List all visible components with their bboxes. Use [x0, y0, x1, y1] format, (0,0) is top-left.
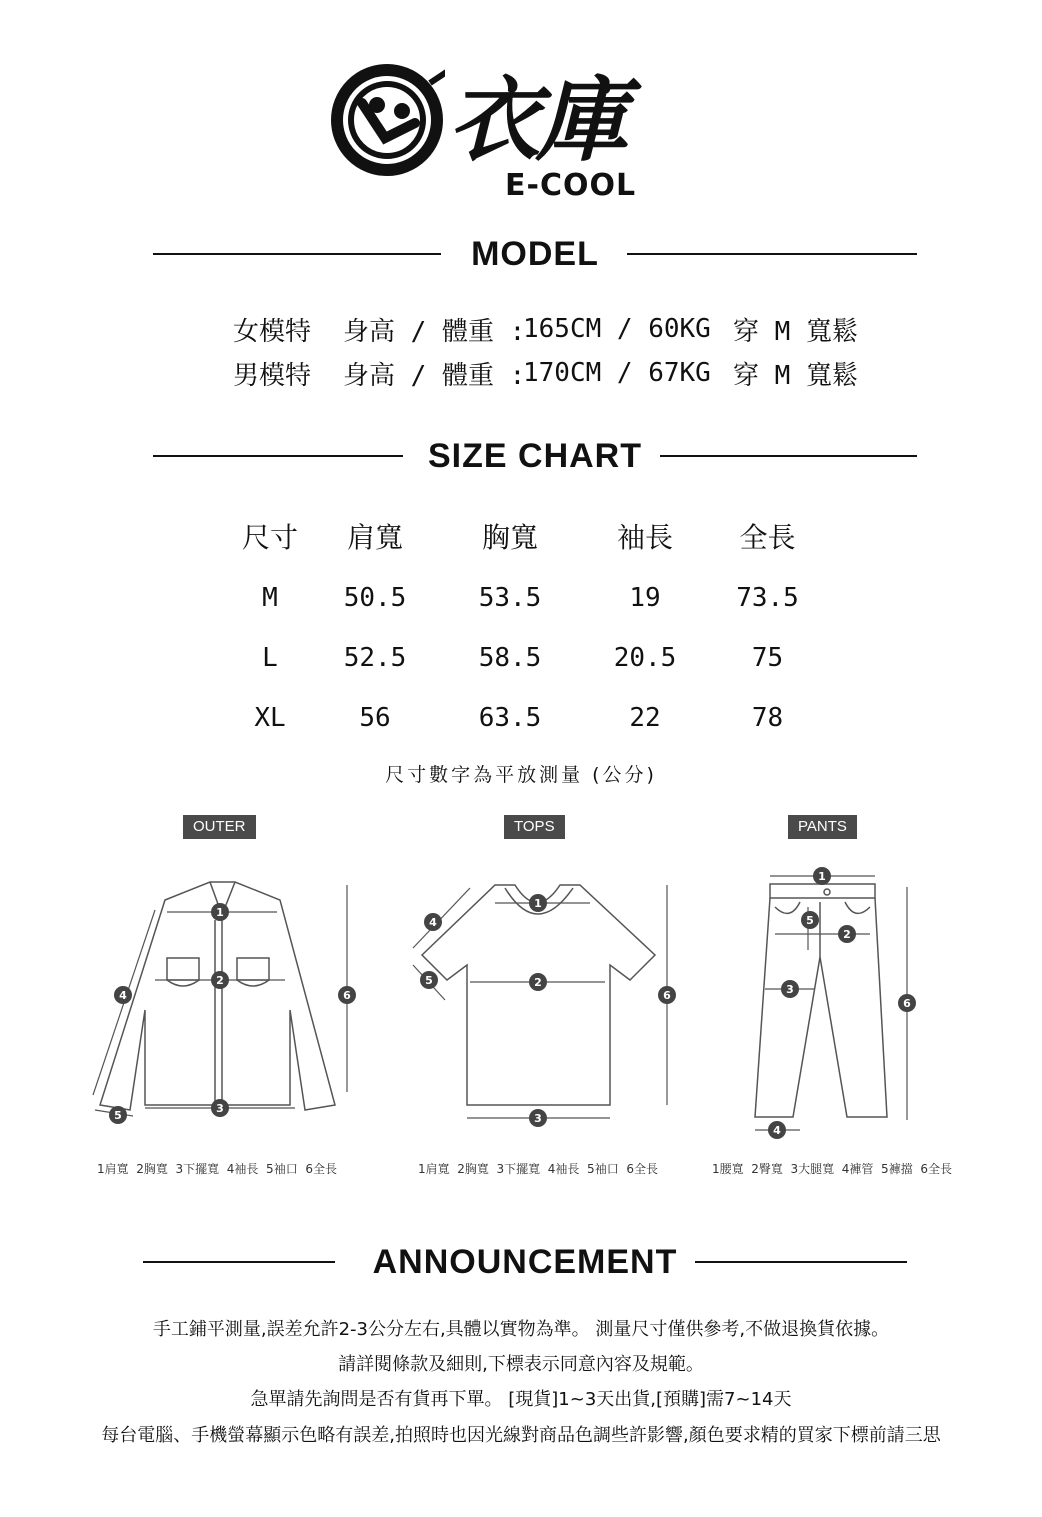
value-cell: 73.5: [736, 583, 799, 613]
model-who: 女模特: [233, 316, 312, 347]
svg-text:3: 3: [216, 1102, 224, 1115]
model-value: 170CM / 67KG: [523, 358, 711, 388]
announcement-line: 每台電腦、手機螢幕顯示色略有誤差,拍照時也因光線對商品色調些許影響,顏色要求精的買家下標前請三思: [101, 1425, 941, 1446]
model-label: 身高 / 體重 :: [343, 316, 526, 347]
model-wear: 穿 M 寬鬆: [733, 316, 858, 347]
svg-text:5: 5: [425, 974, 433, 987]
svg-text:1: 1: [818, 870, 826, 883]
table-row: [220, 628, 840, 688]
pants-diagram: [740, 862, 940, 1142]
svg-text:6: 6: [343, 989, 351, 1002]
size-cell: L: [262, 643, 278, 673]
outer-legend: 1肩寬 2胸寬 3下擺寬 4袖長 5袖口 6全長: [97, 1162, 337, 1176]
svg-text:3: 3: [786, 983, 794, 996]
outer-diagram: [85, 870, 365, 1140]
pants-tag: PANTS: [788, 815, 857, 839]
header-cell: 尺寸: [241, 521, 298, 554]
svg-text:2: 2: [843, 928, 851, 941]
value-cell: 56: [359, 703, 391, 733]
model-row-female: [233, 307, 873, 351]
announcement-line: 急單請先詢問是否有貨再下單。 [現貨]1~3天出貨,[預購]需7~14天: [250, 1389, 792, 1410]
announcement-title: ANNOUNCEMENT: [372, 1243, 678, 1281]
size-chart-title: SIZE CHART: [428, 437, 642, 475]
tops-tag: TOPS: [504, 815, 565, 839]
svg-text:6: 6: [663, 989, 671, 1002]
value-cell: 58.5: [478, 643, 542, 673]
table-row: [220, 688, 840, 748]
measure-note: 尺寸數字為平放測量 (公分): [385, 764, 657, 786]
announcement-heading: [140, 1242, 910, 1282]
svg-text:4: 4: [119, 989, 127, 1002]
svg-text:4: 4: [429, 916, 437, 929]
value-cell: 53.5: [478, 583, 542, 613]
pants-illustration: [740, 862, 940, 1142]
value-cell: 22: [629, 703, 661, 733]
header-cell: 胸寬: [481, 521, 538, 554]
logo-text-cn: 衣庫: [448, 67, 625, 174]
size-chart-heading: [150, 436, 920, 476]
svg-text:2: 2: [216, 974, 224, 987]
size-cell: M: [262, 583, 278, 613]
jacket-illustration: [85, 870, 365, 1140]
svg-text:1: 1: [534, 897, 542, 910]
value-cell: 78: [751, 703, 784, 733]
tops-diagram: [405, 870, 685, 1140]
model-title: MODEL: [471, 235, 599, 273]
tshirt-illustration: [405, 870, 685, 1140]
value-cell: 63.5: [478, 703, 542, 733]
logo-emblem-icon: [330, 63, 445, 178]
tops-legend: 1肩寬 2胸寬 3下擺寬 4袖長 5袖口 6全長: [418, 1162, 658, 1176]
size-cell: XL: [254, 703, 286, 733]
svg-text:5: 5: [806, 914, 814, 927]
svg-text:5: 5: [114, 1109, 122, 1122]
announcement-line: 請詳閱條款及細則,下標表示同意內容及規範。: [338, 1354, 704, 1375]
svg-text:2: 2: [534, 976, 542, 989]
value-cell: 52.5: [343, 643, 407, 673]
value-cell: 50.5: [343, 583, 407, 613]
value-cell: 20.5: [613, 643, 677, 673]
pants-legend: 1腰寬 2臀寬 3大腿寬 4褲管 5褲擋 6全長: [712, 1162, 952, 1176]
header-cell: 肩寬: [346, 521, 403, 554]
announcement-line: 手工鋪平測量,誤差允許2-3公分左右,具體以實物為準。 測量尺寸僅供參考,不做退換貨依據。: [152, 1319, 890, 1340]
model-value: 165CM / 60KG: [523, 314, 711, 344]
value-cell: 75: [751, 643, 784, 673]
svg-text:6: 6: [903, 997, 911, 1010]
svg-text:1: 1: [216, 906, 224, 919]
table-row: [220, 568, 840, 628]
model-who: 男模特: [233, 360, 312, 391]
brand-logo: [330, 58, 720, 203]
logo-text-en: E-COOL: [505, 168, 637, 203]
header-cell: 袖長: [616, 521, 673, 554]
model-wear: 穿 M 寬鬆: [733, 360, 858, 391]
model-info: [233, 307, 873, 395]
size-table: [220, 508, 840, 748]
model-row-male: [233, 351, 873, 395]
svg-text:4: 4: [773, 1124, 781, 1137]
model-label: 身高 / 體重 :: [343, 360, 526, 391]
svg-text:3: 3: [534, 1112, 542, 1125]
model-heading: [150, 234, 920, 274]
value-cell: 19: [629, 583, 661, 613]
header-cell: 全長: [739, 521, 796, 554]
size-table-header: [220, 508, 840, 568]
outer-tag: OUTER: [183, 815, 256, 839]
